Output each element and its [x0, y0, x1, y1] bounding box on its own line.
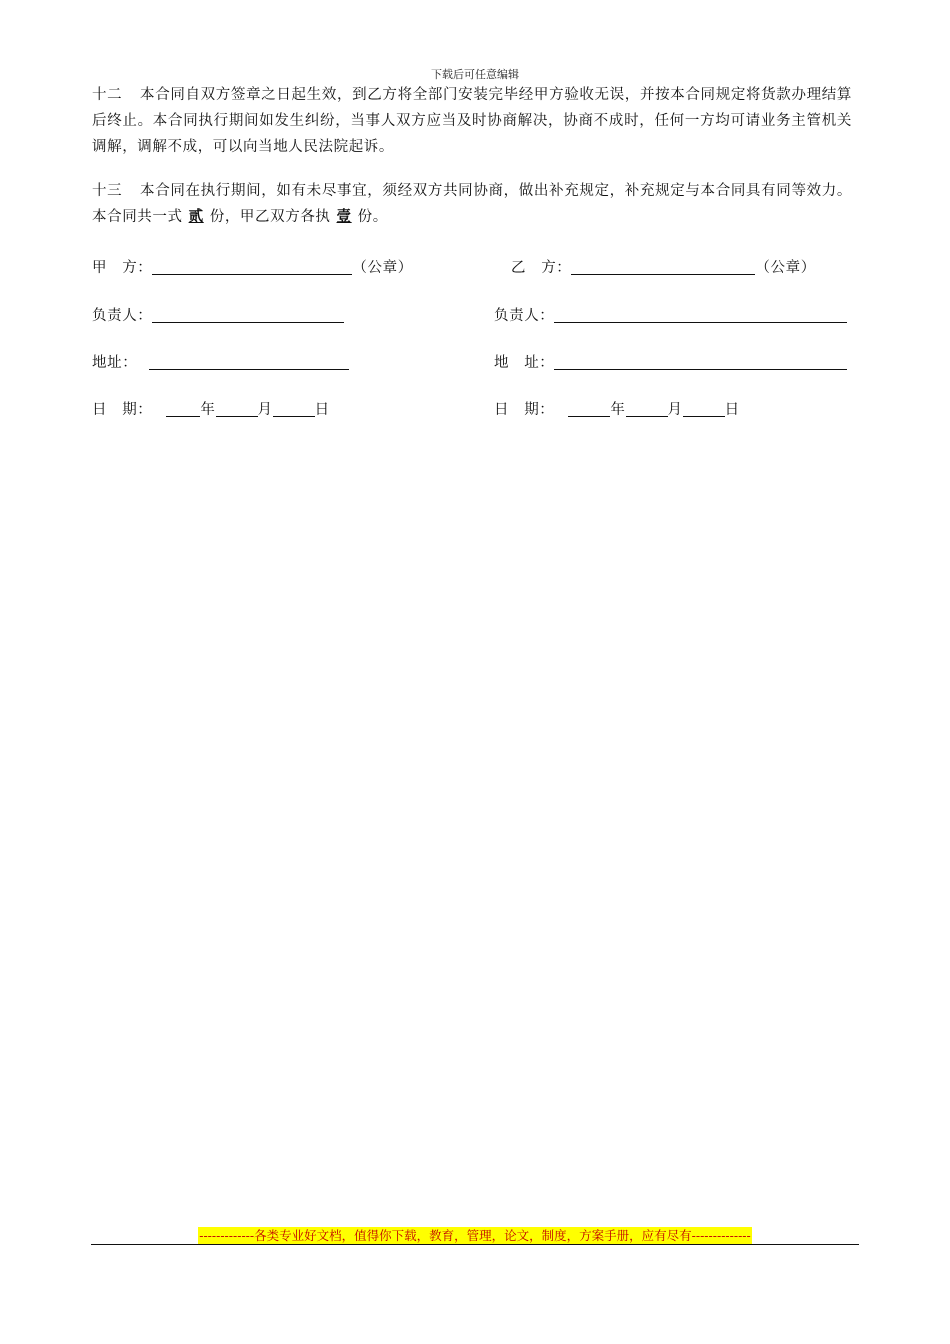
party-b-year-field[interactable]	[568, 402, 610, 417]
party-a-address-row	[92, 351, 349, 372]
party-a-month-label: 月	[257, 402, 273, 418]
party-b-person-row	[494, 304, 847, 325]
party-b-month-label: 月	[667, 402, 683, 418]
party-a-person-row	[92, 304, 344, 325]
copies-total: 贰	[188, 208, 204, 225]
party-a-name-row	[92, 256, 413, 277]
clause-text: 份，甲乙双方各执	[209, 209, 331, 225]
footer	[0, 1225, 950, 1244]
party-a-person-field[interactable]	[152, 308, 344, 323]
party-a-person-label: 负责人：	[92, 308, 153, 324]
party-a-month-field[interactable]	[216, 402, 258, 417]
party-a-date-row	[92, 398, 330, 419]
clause-text: 本合同在执行期间，如有未尽事宜，须经双方共同协商，做出补充规定，补充规定与本合同具有同等效力。本合同共一式	[92, 183, 852, 225]
party-a-name-field[interactable]	[152, 260, 352, 275]
party-a-day-field[interactable]	[273, 402, 315, 417]
party-b-address-row	[494, 351, 847, 372]
party-b-date-row	[494, 398, 740, 419]
party-b-name-row	[511, 256, 816, 277]
party-b-address-field[interactable]	[554, 355, 847, 370]
party-a-day-label: 日	[314, 402, 330, 418]
copies-each: 壹	[336, 208, 352, 225]
footer-divider	[91, 1244, 859, 1245]
party-b-address-label: 地 址：	[494, 355, 555, 371]
clause-12	[92, 82, 852, 160]
party-b-person-field[interactable]	[554, 308, 847, 323]
clause-text: 份。	[357, 209, 388, 225]
clause-number: 十二	[92, 87, 123, 103]
clause-number: 十三	[92, 183, 123, 199]
party-b-day-label: 日	[724, 402, 740, 418]
party-b-seal: （公章）	[755, 260, 816, 276]
footer-banner: -------------各类专业好文档，值得你下载，教育，管理，论文，制度，方案手册，应有尽有--------------	[199, 1228, 751, 1243]
party-a-seal: （公章）	[352, 260, 413, 276]
party-b-person-label: 负责人：	[494, 308, 555, 324]
party-a-address-field[interactable]	[149, 355, 349, 370]
page-header: 下载后可任意编辑	[431, 68, 519, 81]
party-b-day-field[interactable]	[683, 402, 725, 417]
party-b-name-field[interactable]	[571, 260, 755, 275]
party-a-date-label: 日 期：	[92, 402, 153, 418]
party-a-address-label: 地址：	[92, 355, 138, 371]
party-b-date-label: 日 期：	[494, 402, 555, 418]
clause-text: 本合同自双方签章之日起生效，到乙方将全部门安装完毕经甲方验收无误，并按本合同规定将货款办理结算后终止。本合同执行期间如发生纠纷，当事人双方应当及时协商解决，协商不成时，任何一方均可请业务主管机关调解，调解不成，可以向当地人民法院起诉。	[92, 87, 852, 155]
party-a-year-label: 年	[200, 402, 216, 418]
party-b-month-field[interactable]	[626, 402, 668, 417]
party-a-label: 甲 方：	[92, 260, 153, 276]
party-a-year-field[interactable]	[166, 402, 200, 417]
clause-13	[92, 178, 852, 230]
party-b-year-label: 年	[610, 402, 626, 418]
party-b-label: 乙 方：	[511, 260, 572, 276]
